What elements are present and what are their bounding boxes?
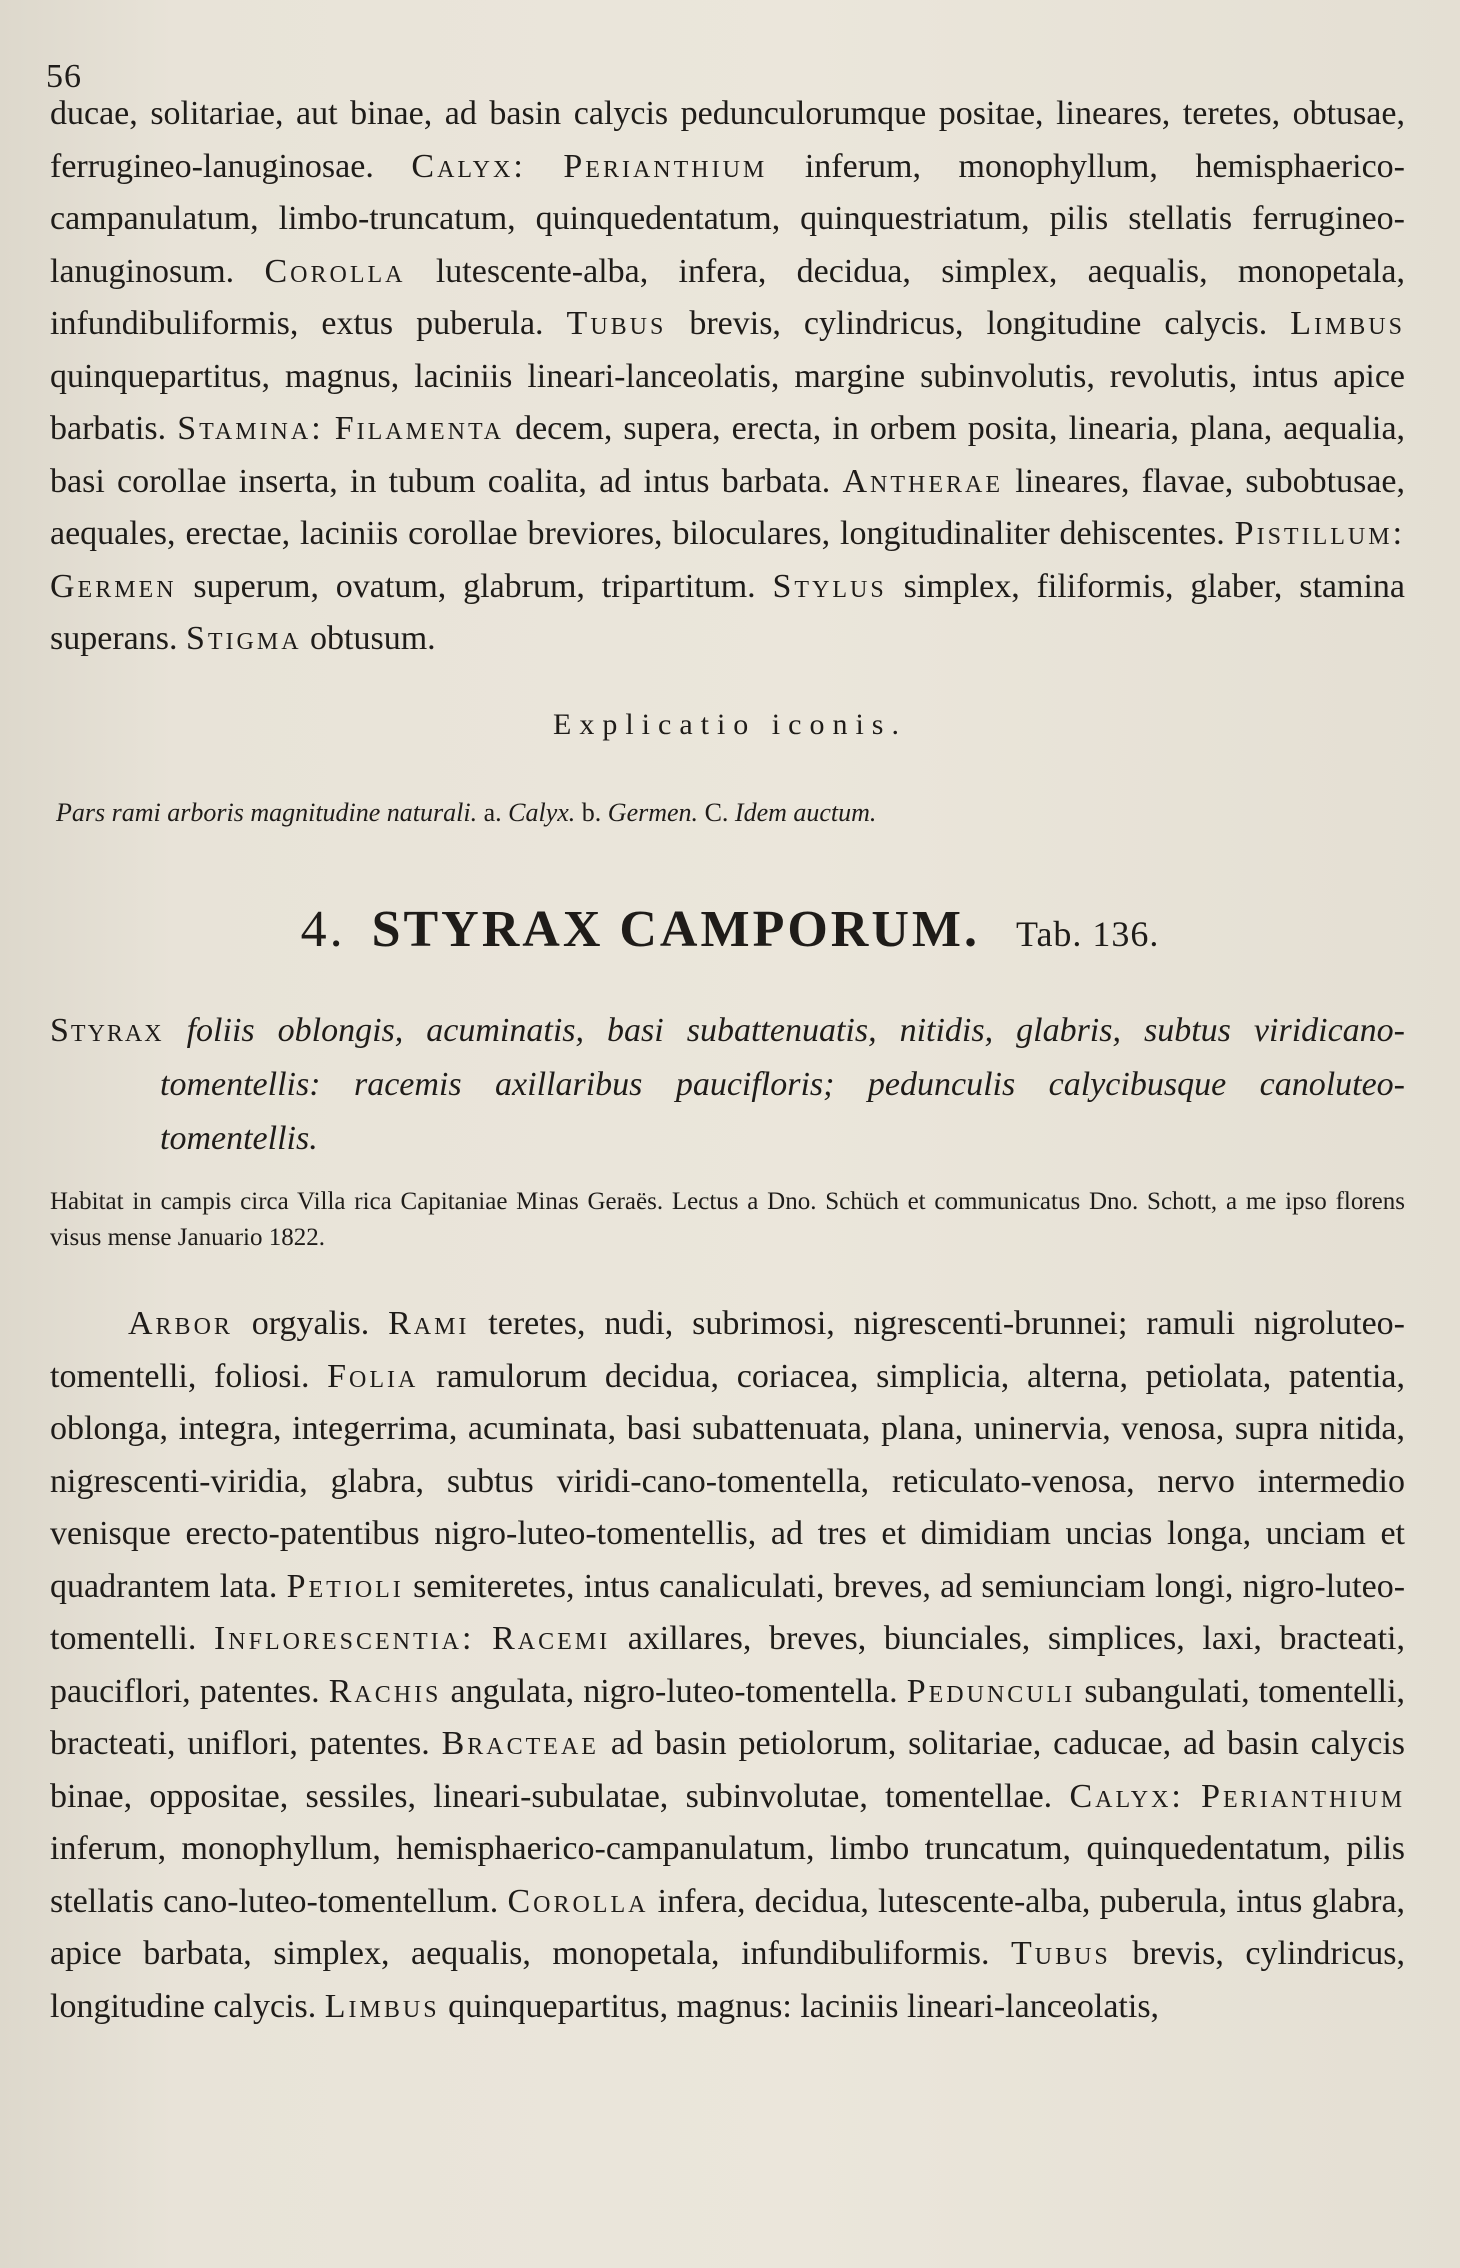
text-segment: lineares, flavae, subobtusae, aequales, erectae, laciniis corollae breviores, biloculares, longitudinaliter dehiscentes. (50, 462, 1406, 552)
text-segment: teretes, nudi, subrimosi, nigrescenti-brunnei; ramuli nigroluteo-tomentelli, foliosi. (50, 1305, 1405, 1395)
description-paragraph-2 (50, 1298, 1405, 2033)
text-segment: subangulati, tomentelli, bracteati, uniflori, patentes. (50, 1672, 1406, 1762)
description-paragraph-1 (50, 88, 1405, 666)
diagnosis-genus: Styrax (50, 1012, 164, 1049)
text-segment: superum, ovatum, glabrum, tripartitum. (193, 567, 756, 605)
text-segment: quinquepartitus, magnus, laciniis lineari-lanceolatis, margine subinvolutis, revolutis, intus apice barbatis. (50, 357, 1405, 447)
species-name: STYRAX CAMPORUM. (371, 901, 980, 958)
caption-letter-b: b. (581, 798, 602, 827)
caption-part: Calyx. (508, 798, 576, 827)
text-segment: angulata, nigro-luteo-tomentella. (450, 1672, 898, 1710)
term-calyx: Calyx: (411, 147, 526, 185)
page-number: 56 (46, 58, 82, 95)
habitat-note: Habitat in campis circa Villa rica Capitaniae Minas Geraës. Lectus a Dno. Schüch et communicatus Dno. Schott, a me ipso florens visus mense Januario 1822. (50, 1188, 1405, 1251)
term-pistillum: Pistillum: (1234, 515, 1406, 552)
text-segment: ducae, solitariae, aut binae, ad basin calycis pedunculorumque positae, lineares, teretes, obtusae, ferrugineo-lanuginosae. (50, 95, 1405, 185)
caption-part: Germen. (607, 798, 699, 827)
species-heading (0, 900, 1460, 959)
term-limbus: Limbus (1290, 305, 1405, 342)
term-stigma: Stigma (185, 620, 302, 657)
text-segment: orgyalis. (251, 1305, 370, 1342)
term-corolla: Corolla (264, 252, 406, 290)
species-diagnosis (50, 1004, 1405, 1166)
caption-part: Idem auctum. (734, 798, 877, 827)
term-racemi: Racemi (492, 1620, 611, 1657)
text-segment: axillares, breves, biunciales, simplices, laxi, bracteati, pauciflori, patentes. (50, 1620, 1405, 1710)
text-segment: lutescente-alba, infera, decidua, simplex, aequalis, monopetala, infundibuliformis, extus puberula. (50, 252, 1406, 342)
plate-reference: Tab. 136. (1015, 914, 1160, 954)
text-segment: brevis, cylindricus, longitudine calycis. (689, 305, 1268, 342)
diagnosis-text: foliis oblongis, acuminatis, basi subattenuatis, nitidis, glabris, subtus viridicano-tomentellis: racemis axillaribus paucifloris; pedunculis calycibusque canoluteo-tomentellis. (160, 1012, 1406, 1157)
term-inflorescentia: Inflorescentia: (213, 1620, 475, 1657)
term-arbor: Arbor (128, 1305, 233, 1342)
text-segment: brevis, cylindricus, longitudine calycis. (50, 1935, 1406, 2025)
term-tubus: Tubus (566, 305, 667, 342)
term-limbus: Limbus (324, 1987, 440, 2025)
text-segment: inferum, monophyllum, hemisphaerico-campanulatum, limbo-truncatum, quinquedentatum, quinquestriatum, pilis stellatis ferrugineo-lanuginosum. (50, 147, 1405, 290)
term-bracteae: Bracteae (441, 1725, 599, 1762)
term-rachis: Rachis (328, 1672, 442, 1710)
term-tubus: Tubus (1010, 1935, 1111, 1972)
term-stamina: Stamina: (177, 410, 324, 447)
text-segment: simplex, filiformis, glaber, stamina superans. (50, 567, 1405, 657)
text-segment: decem, supera, erecta, in orbem posita, linearia, plana, aequalia, basi corollae inserta, in tubum coalita, ad intus barbata. (50, 410, 1406, 500)
text-segment: semiteretes, intus canaliculati, breves, ad semiunciam longi, nigro-luteo-tomentelli. (50, 1567, 1406, 1657)
species-number: 4. (300, 901, 346, 958)
plate-explanation-text (56, 798, 1405, 828)
term-folia: Folia (327, 1357, 419, 1395)
text-segment: obtusum. (310, 620, 436, 657)
term-petioli: Petioli (286, 1567, 404, 1605)
text-segment: inferum, monophyllum, hemisphaerico-campanulatum, limbo truncatum, quinquedentatum, pilis stellatis cano-luteo-tomentellum. (50, 1830, 1405, 1920)
term-perianthium: Perianthium (563, 147, 768, 185)
plate-explanation-title: Explicatio iconis. (553, 708, 907, 741)
term-calyx: Calyx: (1069, 1777, 1184, 1815)
term-filamenta: Filamenta (334, 410, 505, 447)
text-segment: infera, decidua, lutescente-alba, puberula, intus glabra, apice barbata, simplex, aequalis, monopetala, infundibuliformis. (50, 1882, 1406, 1972)
term-antherae: Antherae (842, 462, 1004, 500)
caption-part: Pars rami arboris magnitudine naturali. (56, 798, 478, 827)
term-pedunculi: Pedunculi (906, 1672, 1076, 1710)
term-rami: Rami (388, 1305, 470, 1342)
caption-letter-c: C. (704, 798, 729, 827)
term-stylus: Stylus (772, 567, 887, 605)
caption-letter-a: a. (483, 798, 502, 827)
text-segment: ramulorum decidua, coriacea, simplicia, alterna, petiolata, patentia, oblonga, integra, integerrima, acuminata, basi subattenuata, plana, uninervia, venosa, supra nitida, nigrescenti-viridia, glabra, subtus viridi-cano-tomentella, reticulato-venosa, nervo intermedio venisque erecto-patentibus nigro-luteo-tomentellis, ad tres et dimidiam uncias longa, unciam et quadrantem lata. (50, 1357, 1405, 1605)
text-segment: quinquepartitus, magnus: laciniis lineari-lanceolatis, (448, 1987, 1160, 2025)
text-segment: ad basin petiolorum, solitariae, caducae, ad basin calycis binae, oppositae, sessiles, lineari-subulatae, subinvolutae, tomentellae. (50, 1725, 1406, 1815)
term-corolla: Corolla (507, 1882, 649, 1920)
term-perianthium: Perianthium (1201, 1777, 1406, 1815)
term-germen: Germen (50, 567, 177, 605)
